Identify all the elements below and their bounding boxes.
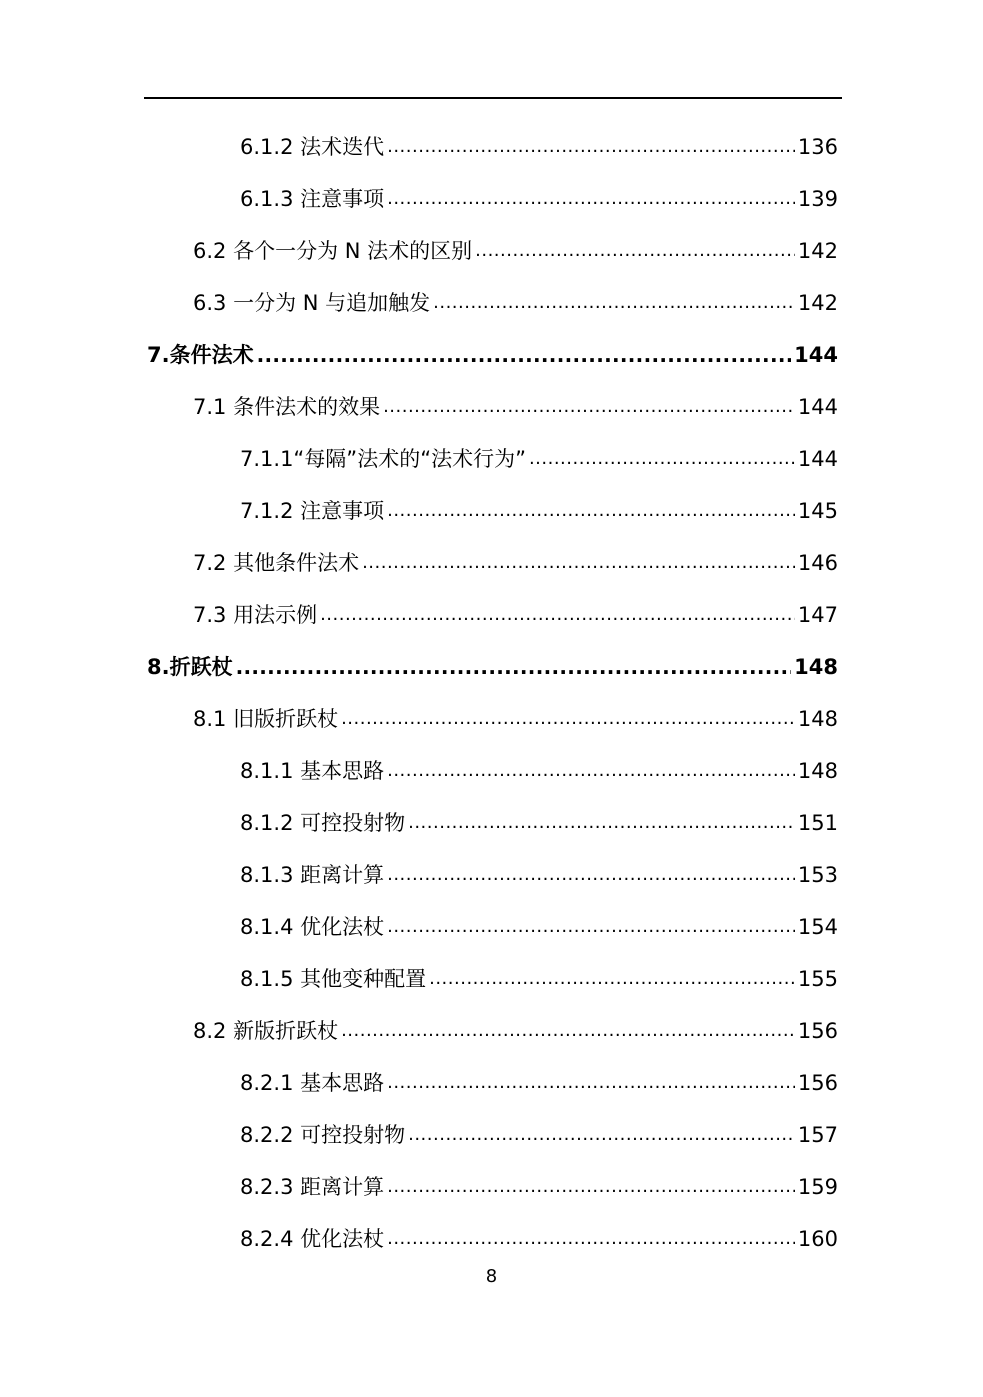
toc-entry-title: 8.1.3 距离计算: [240, 863, 385, 887]
toc-entry-title: 7.条件法术: [147, 343, 254, 367]
toc-entry-8-2-3[interactable]: [0, 1161, 983, 1213]
toc-entry-title: 8.1 旧版折跃杖: [193, 707, 339, 731]
toc-entry-8-1-3[interactable]: [0, 849, 983, 901]
toc-entry-title: 7.2 其他条件法术: [193, 551, 360, 575]
toc-entry-6-2[interactable]: [0, 225, 983, 277]
toc-dot-leader: [387, 901, 795, 953]
toc-entry-page: 144: [794, 343, 838, 367]
toc-dot-leader: [475, 225, 795, 277]
toc-dot-leader: [341, 693, 795, 745]
toc-dot-leader: [341, 1005, 795, 1057]
toc-entry-8-1-4[interactable]: [0, 901, 983, 953]
toc-dot-leader: [387, 1213, 795, 1265]
toc-entry-title: 6.1.3 注意事项: [240, 187, 385, 211]
toc-dot-leader: [387, 485, 795, 537]
toc-entry-title: 7.1 条件法术的效果: [193, 395, 381, 419]
toc-entry-8-2-2[interactable]: [0, 1109, 983, 1161]
toc-entry-page: 144: [797, 447, 838, 471]
toc-entry-6-1-2[interactable]: [0, 121, 983, 173]
toc-entry-title: 6.3 一分为 N 与追加触发: [193, 291, 431, 315]
toc-dot-leader: [383, 381, 795, 433]
toc-dot-leader: [236, 641, 792, 693]
toc-dot-leader: [387, 1161, 795, 1213]
page-number: 8: [485, 1266, 498, 1287]
toc-entry-8-1-5[interactable]: [0, 953, 983, 1005]
toc-entry-page: 148: [794, 655, 838, 679]
toc-dot-leader: [387, 849, 795, 901]
toc-entry-8[interactable]: [0, 641, 983, 693]
toc-entry-8-1-2[interactable]: [0, 797, 983, 849]
toc-entry-page: 146: [797, 551, 838, 575]
toc-entry-page: 159: [797, 1175, 838, 1199]
toc-entry-title: 6.2 各个一分为 N 法术的区别: [193, 239, 473, 263]
toc-entry-title: 8.折跃杖: [147, 655, 233, 679]
toc-entry-page: 153: [797, 863, 838, 887]
toc-entry-page: 145: [797, 499, 838, 523]
toc-dot-leader: [362, 537, 795, 589]
toc-entry-page: 139: [797, 187, 838, 211]
toc-entry-8-1-1[interactable]: [0, 745, 983, 797]
table-of-contents: [0, 121, 983, 1265]
toc-entry-7-2[interactable]: [0, 537, 983, 589]
toc-dot-leader: [257, 329, 792, 381]
toc-entry-6-1-3[interactable]: [0, 173, 983, 225]
toc-entry-7-3[interactable]: [0, 589, 983, 641]
toc-entry-page: 157: [797, 1123, 838, 1147]
toc-entry-title: 8.2.2 可控投射物: [240, 1123, 406, 1147]
toc-dot-leader: [529, 433, 795, 485]
toc-entry-page: 148: [797, 759, 838, 783]
toc-entry-7-1[interactable]: [0, 381, 983, 433]
toc-dot-leader: [408, 797, 795, 849]
toc-dot-leader: [433, 277, 795, 329]
toc-dot-leader: [387, 173, 795, 225]
toc-entry-title: 8.1.1 基本思路: [240, 759, 385, 783]
toc-entry-page: 154: [797, 915, 838, 939]
toc-entry-title: 8.2.3 距离计算: [240, 1175, 385, 1199]
toc-entry-title: 8.1.4 优化法杖: [240, 915, 385, 939]
toc-dot-leader: [429, 953, 795, 1005]
toc-entry-title: 8.2.4 优化法杖: [240, 1227, 385, 1251]
toc-entry-8-1[interactable]: [0, 693, 983, 745]
toc-dot-leader: [408, 1109, 795, 1161]
toc-entry-title: 8.2.1 基本思路: [240, 1071, 385, 1095]
toc-entry-8-2[interactable]: [0, 1005, 983, 1057]
header-rule: [144, 97, 842, 99]
toc-entry-page: 144: [797, 395, 838, 419]
toc-entry-8-2-4[interactable]: [0, 1213, 983, 1265]
toc-entry-page: 148: [797, 707, 838, 731]
toc-dot-leader: [387, 1057, 795, 1109]
toc-entry-page: 155: [797, 967, 838, 991]
toc-dot-leader: [387, 121, 795, 173]
toc-entry-page: 156: [797, 1019, 838, 1043]
toc-entry-8-2-1[interactable]: [0, 1057, 983, 1109]
toc-entry-7-1-2[interactable]: [0, 485, 983, 537]
toc-entry-page: 147: [797, 603, 838, 627]
toc-entry-title: 7.3 用法示例: [193, 603, 318, 627]
toc-entry-title: 6.1.2 法术迭代: [240, 135, 385, 159]
toc-entry-7[interactable]: [0, 329, 983, 381]
toc-entry-page: 156: [797, 1071, 838, 1095]
toc-entry-7-1-1[interactable]: [0, 433, 983, 485]
toc-entry-page: 151: [797, 811, 838, 835]
toc-dot-leader: [387, 745, 795, 797]
toc-dot-leader: [320, 589, 795, 641]
toc-entry-title: 8.2 新版折跃杖: [193, 1019, 339, 1043]
toc-entry-title: 7.1.2 注意事项: [240, 499, 385, 523]
toc-entry-title: 8.1.5 其他变种配置: [240, 967, 427, 991]
toc-entry-page: 136: [797, 135, 838, 159]
toc-entry-6-3[interactable]: [0, 277, 983, 329]
toc-entry-page: 142: [797, 239, 838, 263]
toc-entry-title: 7.1.1“每隔”法术的“法术行为”: [240, 447, 526, 471]
toc-entry-page: 160: [797, 1227, 838, 1251]
toc-entry-page: 142: [797, 291, 838, 315]
toc-entry-title: 8.1.2 可控投射物: [240, 811, 406, 835]
